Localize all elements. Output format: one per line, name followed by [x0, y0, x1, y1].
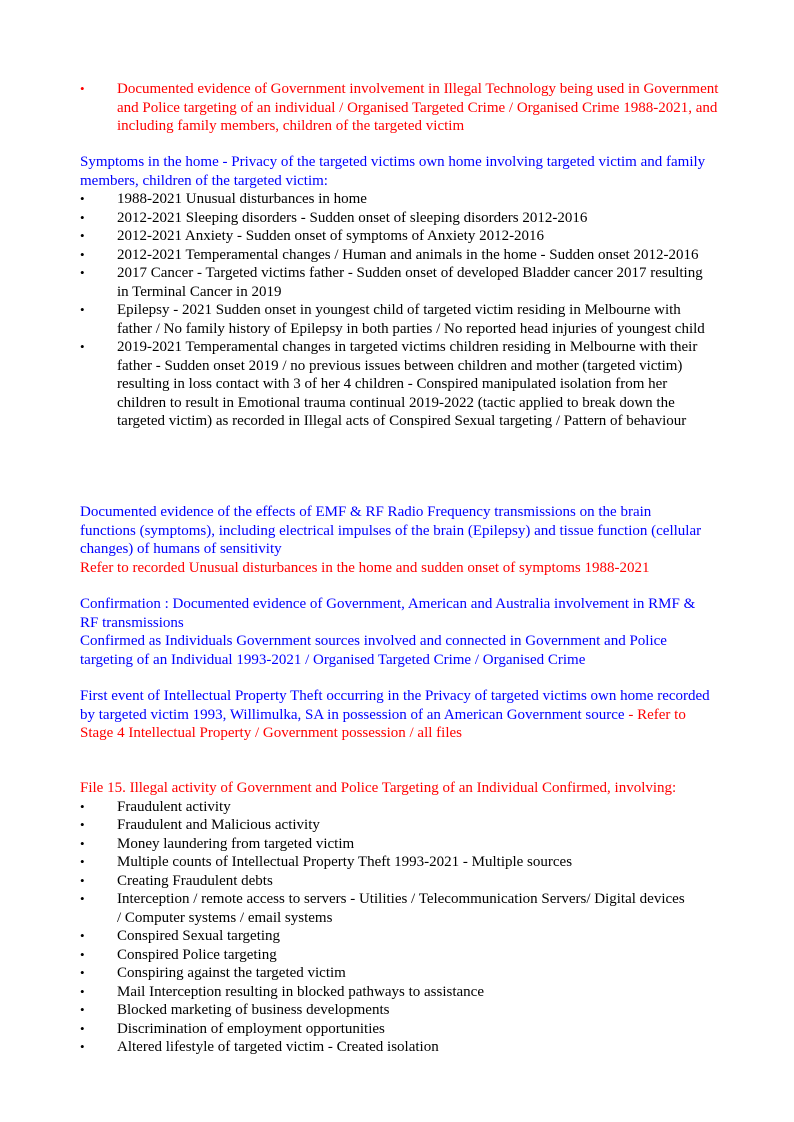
list-item	[80, 1038, 690, 1057]
list-item-text: Conspired Sexual targeting	[117, 928, 281, 944]
list-item-text: Creating Fraudulent debts	[117, 872, 273, 889]
confirmation-line-2: Confirmed as Individuals Government sources involved and connected in Government and Police targeting of an Individual 1993-2021 / Organised Targeted Crime / Organised Crime	[80, 633, 667, 668]
list-item-text: Conspiring against the targeted victim	[117, 965, 346, 981]
symptoms-list	[80, 190, 710, 431]
list-item	[80, 80, 720, 136]
list-item-text: 2012-2021 Sleeping disorders - Sudden onset of sleeping disorders 2012-2016	[117, 209, 588, 226]
list-item	[80, 264, 710, 301]
list-item-text: Fraudulent and Malicious activity	[117, 817, 320, 833]
list-item	[80, 338, 710, 431]
emf-section	[80, 503, 705, 577]
list-item-text: Multiple counts of Intellectual Property Theft 1993-2021 - Multiple sources	[117, 854, 573, 870]
list-item	[80, 301, 710, 338]
list-item	[80, 853, 690, 872]
list-item	[80, 890, 690, 927]
ip-theft-paragraph	[80, 687, 710, 743]
list-item	[80, 964, 690, 983]
list-item-text: Blocked marketing of business developments	[117, 1002, 390, 1018]
list-item	[80, 983, 690, 1002]
list-item-text: Fraudulent activity	[117, 798, 231, 815]
list-item	[80, 798, 690, 817]
list-item-text: Mail Interception resulting in blocked pathways to assistance	[117, 983, 484, 1000]
list-item	[80, 246, 710, 265]
list-item-text: Money laundering from targeted victim	[117, 835, 355, 852]
symptoms-heading: Symptoms in the home - Privacy of the targeted victims own home involving targeted victim and family members, children of the targeted victim:	[80, 154, 706, 189]
list-item-text: Altered lifestyle of targeted victim - Created isolation	[117, 1039, 439, 1055]
confirmation-section	[80, 595, 710, 669]
ip-theft-red-text: - Refer to Stage 4 Intellectual Property / Government possession / all files	[80, 706, 686, 741]
list-item-text: 1988-2021 Unusual disturbances in home	[117, 191, 367, 207]
list-item-text: 2019-2021 Temperamental changes in targeted victims children residing in Melbourne with their father - Sudden onset 2019 / no previous issues between children and mother (targeted victim) resulting in loss contact with 3 of her 4 children - Conspired manipulated isolation from her children to result in Emotional trauma continual 2019-2022 (tactic applied to break down the targeted victim) as recorded in Illegal acts of Conspired Sexual targeting / Pattern of behaviour	[117, 339, 698, 429]
list-item-text: 2017 Cancer - Targeted victims father - Sudden onset of developed Bladder cancer 2017 resulting in Terminal Cancer in 2019	[117, 265, 703, 300]
emf-refer: Refer to recorded Unusual disturbances in the home and sudden onset of symptoms 1988-2021	[80, 559, 650, 576]
list-item-text: 2012-2021 Anxiety - Sudden onset of symptoms of Anxiety 2012-2016	[117, 228, 545, 244]
file15-heading: File 15. Illegal activity of Government and Police Targeting of an Individual Confirmed, involving:	[80, 780, 677, 796]
file15-list	[80, 798, 690, 1057]
list-item	[80, 872, 690, 891]
list-item	[80, 1020, 690, 1039]
list-item-text: Conspired Police targeting	[117, 946, 277, 963]
list-item-text: Epilepsy - 2021 Sudden onset in youngest child of targeted victim residing in Melbourne with father / No family history of Epilepsy in both parties / No reported head injuries of youngest child	[117, 302, 705, 337]
list-item-text: Interception / remote access to servers - Utilities / Telecommunication Servers/ Digital devices / Computer systems / email systems	[117, 891, 685, 926]
ip-theft-section	[80, 687, 710, 743]
list-item	[80, 946, 690, 965]
confirmation-line-1: Confirmation : Documented evidence of Government, American and Australia involvement in RMF & RF transmissions	[80, 596, 696, 631]
list-item	[80, 1001, 690, 1020]
ip-theft-blue-text: First event of Intellectual Property Theft occurring in the Privacy of targeted victims own home recorded by targeted victim 1993, Willimulka, SA in possession of an American Government source	[80, 688, 710, 723]
list-item	[80, 209, 710, 228]
file15-section	[80, 779, 690, 1057]
list-item	[80, 816, 690, 835]
list-item	[80, 835, 690, 854]
top-bullet-text: Documented evidence of Government involvement in Illegal Technology being used in Government and Police targeting of an individual / Organised Targeted Crime / Organised Crime 1988-2021, and including family members, children of the targeted victim	[117, 81, 719, 134]
list-item	[80, 190, 710, 209]
list-item-text: Discrimination of employment opportunities	[117, 1020, 385, 1037]
list-item	[80, 927, 690, 946]
top-bullet-list	[80, 80, 720, 136]
emf-text: Documented evidence of the effects of EMF & RF Radio Frequency transmissions on the brain functions (symptoms), including electrical impulses of the brain (Epilepsy) and tissue function (cellular changes) of humans of sensitivity	[80, 504, 702, 557]
list-item-text: 2012-2021 Temperamental changes / Human and animals in the home - Sudden onset 2012-2016	[117, 246, 699, 263]
list-item	[80, 227, 710, 246]
symptoms-section	[80, 153, 710, 431]
